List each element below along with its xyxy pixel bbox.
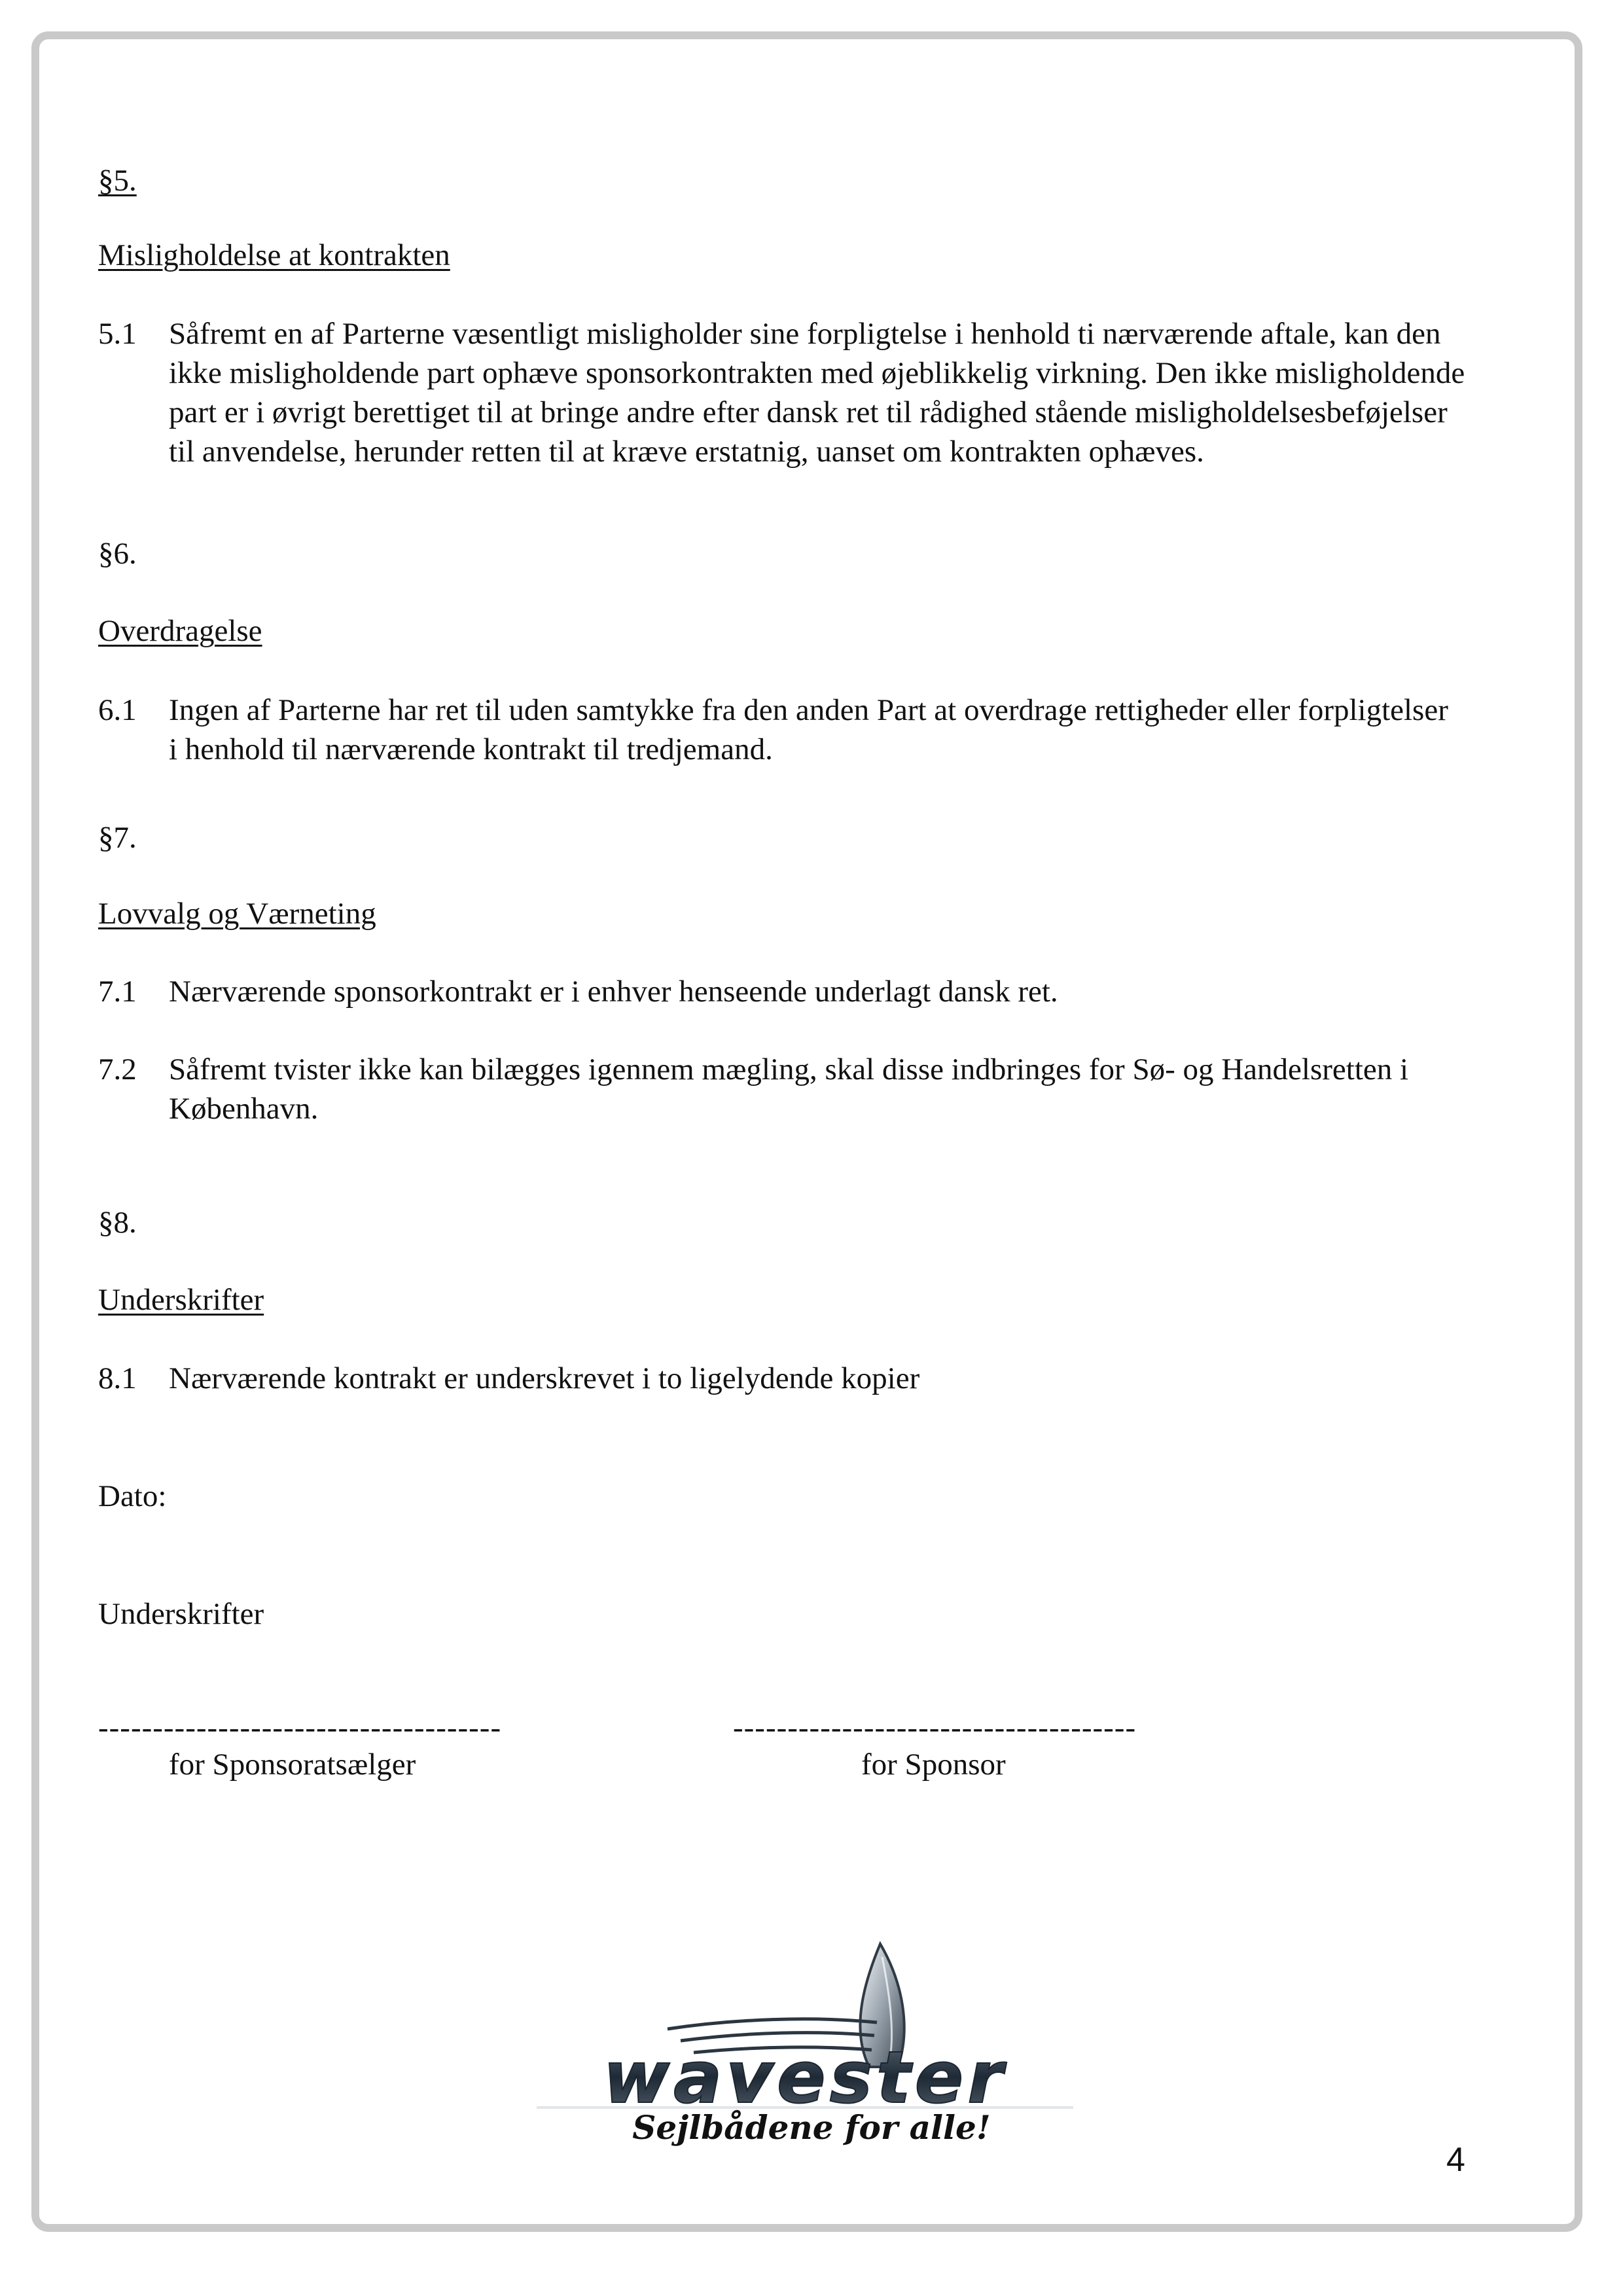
- clause-6-1-line: i henhold til nærværende kontrakt til tredjemand.: [169, 732, 773, 766]
- clause-7-2-line: Såfremt tvister ikke kan bilægges igennem mægling, skal disse indbringes for Sø- og Handelsretten i: [169, 1052, 1409, 1086]
- clause-7-2-number: 7.2: [98, 1052, 137, 1086]
- clause-5-1-line: part er i øvrigt berettiget til at bringe andre efter dansk ret til rådighed stående misligholdelsesbeføjelser: [169, 395, 1448, 429]
- section-8-symbol: §8.: [98, 1206, 137, 1240]
- logo-wordmark: wavester: [603, 2036, 1007, 2119]
- section-6-symbol: §6.: [98, 537, 137, 571]
- logo-tagline: Sejlbådene for alle!: [632, 2108, 991, 2147]
- signatures-label: Underskrifter: [98, 1597, 264, 1631]
- clause-5-1-line: til anvendelse, herunder retten til at kræve erstatnig, uanset om kontrakten ophæves.: [169, 435, 1204, 469]
- signature-line-right: -------------------------------------: [733, 1711, 1137, 1745]
- clause-5-1-line: ikke misligholdende part ophæve sponsorkontrakten med øjeblikkelig virkning. Den ikke misligholdende: [169, 356, 1465, 390]
- section-5-heading: Misligholdelse at kontrakten: [98, 238, 450, 272]
- section-7-heading: Lovvalg og Værneting: [98, 897, 376, 931]
- clause-7-2-line: København.: [169, 1092, 319, 1126]
- section-5-symbol: §5.: [98, 164, 137, 198]
- section-8-heading: Underskrifter: [98, 1283, 264, 1317]
- signature-line-left: -------------------------------------: [98, 1711, 502, 1745]
- clause-7-1-number: 7.1: [98, 975, 137, 1009]
- section-6-heading: Overdragelse: [98, 614, 262, 648]
- clause-8-1-number: 8.1: [98, 1361, 137, 1395]
- wavester-logo: [510, 1931, 1099, 2147]
- clause-8-1-line: Nærværende kontrakt er underskrevet i to ligelydende kopier: [169, 1361, 920, 1395]
- signatory-right: for Sponsor: [861, 1748, 1006, 1782]
- clause-5-1-line: Såfremt en af Parterne væsentligt misligholder sine forpligtelse i henhold ti nærværende aftale, kan den: [169, 317, 1441, 351]
- page-number: 4: [1446, 2141, 1465, 2179]
- clause-7-1-line: Nærværende sponsorkontrakt er i enhver henseende underlagt dansk ret.: [169, 975, 1058, 1009]
- clause-6-1-number: 6.1: [98, 693, 137, 727]
- signatory-left: for Sponsoratsælger: [169, 1748, 416, 1782]
- clause-6-1-line: Ingen af Parterne har ret til uden samtykke fra den anden Part at overdrage rettigheder eller forpligtelser: [169, 693, 1448, 727]
- clause-5-1-number: 5.1: [98, 317, 137, 351]
- date-label: Dato:: [98, 1479, 167, 1513]
- section-7-symbol: §7.: [98, 821, 137, 855]
